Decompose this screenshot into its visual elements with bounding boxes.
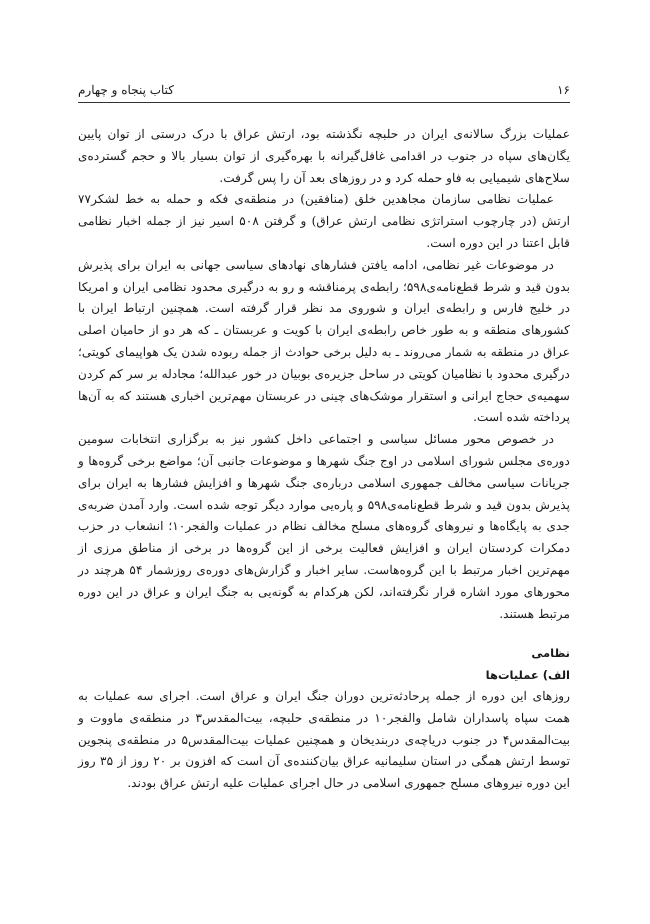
body-text: [78, 124, 570, 625]
book-title: کتاب پنجاه و چهارم: [78, 83, 175, 97]
section-paragraph: روزهای این دوره از جمله پرحادثه‌ترین دوران جنگ ایران و عراق است. اجرای سه عملیات به همت سپاه پاسداران شامل والفجر۱۰ در منطقه‌ی حلبچه، بیت‌المقدس۳ در منطقه‌ی ماووت و بیت‌المقدس۴ در جنوب دریاچه‌ی دربندیخان و همچنین عملیات بیت‌المقدس۵ در منطقه‌ی پنجوین توسط ارتش همگی در استان سلیمانیه عراق بیان‌کننده‌ی آن است که افزون بر ۲۰ روز از ۳۵ روز این دوره نیروهای مسلح جمهوری اسلامی در حال اجرای عملیات علیه ارتش عراق بودند.: [78, 689, 571, 791]
paragraph: عملیات بزرگ سالانه‌ی ایران در حلبچه نگذشته بود، ارتش عراق با درک درستی از توان پایین یگان‌های سپاه در جنوب در اقدامی غافل‌گیرانه با بهره‌گیری از توان بسیار بالا و حجم گسترده‌ی سلاح‌های شیمیایی به فاو حمله کرد و در روزهای بعد آن را پس گرفت.: [78, 127, 570, 185]
military-section: [78, 642, 570, 795]
page-number: ۱۶: [557, 83, 570, 97]
paragraph: در موضوعات غیر نظامی، ادامه یافتن فشارهای نهادهای سیاسی جهانی به ایران برای پذیرش بدون قید و شرط قطع‌نامه‌ی۵۹۸؛ رابطه‌ی پرمناقشه و رو به درگیری محدود نظامی ایران و امریکا در خلیج فارس و رابطه‌ی ایران و شوروی مد نظر قرار گرفته است. همچنین ارتباط ایران با کشورهای منطقه و به طور خاص رابطه‌ی ایران با کویت و عربستان ـ که هر دو از حامیان اصلی عراق در منطقه به شمار می‌روند ـ به دلیل برخی حوادث از جمله ربوده شدن یک هواپیمای کویتی؛ درگیری محدود با نظامیان کویتی در ساحل جزیره‌ی بوبیان در خور عبدالله؛ مجادله بر سر کم کردن سهمیه‌ی حجاج ایرانی و استقرار موشک‌های چینی در عربستان مهم‌ترین اخباری هستند که به آن‌ها پرداخته شده است.: [78, 257, 570, 425]
book-page: [78, 0, 570, 924]
paragraph: عملیات نظامی سازمان مجاهدین خلق (منافقین) در منطقه‌ی فکه و حمله به خط لشکر۷۷ ارتش (در چارچوب استراتژی نظامی ارتش عراق) و گرفتن ۵۰۸ اسیر نیز از جمله اخبار نظامی قابل اعتنا در این دوره است.: [78, 192, 570, 250]
running-header: [78, 80, 570, 100]
section-subheading: الف) عملیات‌ها: [485, 668, 570, 682]
section-heading: نظامی: [531, 646, 570, 660]
paragraph: در خصوص محور مسائل سیاسی و اجتماعی داخل کشور نیز به برگزاری انتخابات سومین دوره‌ی مجلس شورای اسلامی در اوج جنگ شهرها و موضوعات جانبی آن؛ مواضع برخی گروه‌ها و جریانات سیاسی مخالف جمهوری اسلامی درباره‌ی جنگ شهرها و افزایش فشارها به ایران برای پذیرش بدون قید و شرط قطع‌نامه‌ی۵۹۸ و پاره‌یی موارد دیگر توجه شده است. وارد آمدن ضربه‌ی جدی به پایگاه‌ها و نیروهای گروه‌های مسلح مخالف نظام در عملیات والفجر۱۰؛ انشعاب در حزب دمکرات کردستان ایران و افزایش فعالیت برخی از این گروه‌ها در برخی از مناطق مرزی از مهم‌ترین اخبار مرتبط با این گروه‌هاست. سایر اخبار و گزارش‌های دوره‌ی روزشمار ۵۴ هرچند در محورهای مورد اشاره قرار نگرفته‌اند، لکن هرکدام به گونه‌یی به جنگ ایران و عراق در این دوره مرتبط هستند.: [78, 432, 570, 621]
header-divider: [78, 102, 570, 103]
